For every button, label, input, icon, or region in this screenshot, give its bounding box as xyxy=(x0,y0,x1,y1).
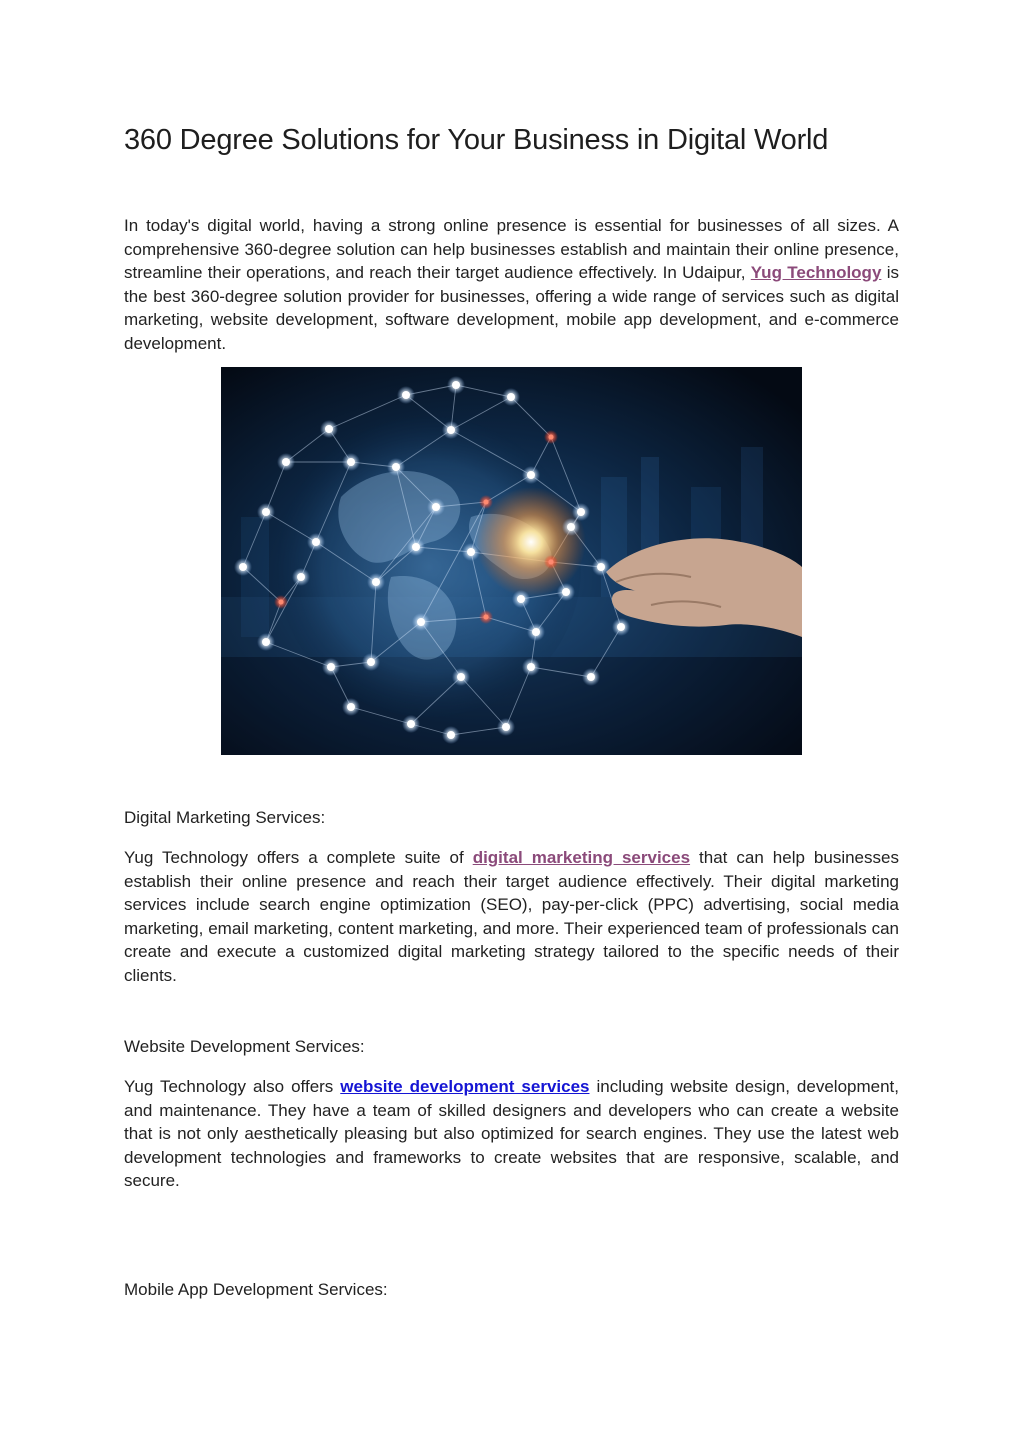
network-node xyxy=(402,391,410,399)
website-development-paragraph xyxy=(124,1075,899,1193)
network-node xyxy=(517,595,525,603)
wd-text-before: Yug Technology also offers xyxy=(124,1077,341,1096)
network-node xyxy=(417,618,425,626)
intro-text-after: is the best 360-degree solution provider for businesses, offering a wide range of services such as digital marketing, website development, software development, mobile app development, and e-commerce development. xyxy=(124,263,900,353)
network-node xyxy=(347,703,355,711)
network-node xyxy=(325,425,333,433)
network-node xyxy=(549,435,554,440)
network-node xyxy=(279,600,284,605)
network-node xyxy=(587,673,595,681)
network-node xyxy=(312,538,320,546)
network-node xyxy=(484,500,489,505)
network-node xyxy=(327,663,335,671)
network-node xyxy=(467,548,475,556)
network-node xyxy=(367,658,375,666)
network-node xyxy=(347,458,355,466)
network-node xyxy=(447,731,455,739)
network-node xyxy=(432,503,440,511)
network-node xyxy=(597,563,605,571)
network-node xyxy=(447,426,455,434)
network-node xyxy=(527,471,535,479)
network-node xyxy=(507,393,515,401)
yug-technology-link[interactable]: Yug Technology xyxy=(750,263,882,282)
intro-paragraph xyxy=(124,214,899,355)
globe-network-illustration xyxy=(221,367,802,755)
network-node xyxy=(412,543,420,551)
dm-text-before: Yug Technology offers a complete suite of xyxy=(124,848,473,867)
network-node xyxy=(577,508,585,516)
page-title: 360 Degree Solutions for Your Business in Digital World xyxy=(124,124,829,156)
intro-text-before: In today's digital world, having a strong online presence is essential for businesses of all sizes. A comprehensive 360-degree solution can help businesses establish and maintain their online presence, streamline their operations, and reach their target audience effectively. In Udaipur, xyxy=(124,216,899,282)
hero-image xyxy=(221,367,802,755)
network-node xyxy=(282,458,290,466)
digital-marketing-services-link[interactable]: digital marketing services xyxy=(472,848,691,867)
digital-marketing-heading: Digital Marketing Services: xyxy=(124,808,326,827)
network-node xyxy=(262,508,270,516)
website-development-heading: Website Development Services: xyxy=(124,1037,365,1056)
network-node xyxy=(372,578,380,586)
network-node xyxy=(392,463,400,471)
mobile-app-heading: Mobile App Development Services: xyxy=(124,1280,388,1299)
network-node xyxy=(457,673,465,681)
wd-text-after: including website design, development, and maintenance. They have a team of skilled designers and developers who can create a website that is not only aesthetically pleasing but also optimized for search engines. They use the latest web development technologies and frameworks to create websites that are responsive, scalable, and secure. xyxy=(124,1077,899,1190)
network-node xyxy=(532,628,540,636)
network-node xyxy=(262,638,270,646)
network-node xyxy=(617,623,625,631)
network-node xyxy=(527,663,535,671)
network-node xyxy=(502,723,510,731)
network-node xyxy=(484,615,489,620)
network-node xyxy=(297,573,305,581)
network-node xyxy=(567,523,575,531)
network-node xyxy=(407,720,415,728)
network-node xyxy=(562,588,570,596)
website-development-services-link[interactable]: website development services xyxy=(340,1077,590,1096)
network-node xyxy=(549,560,554,565)
network-node xyxy=(239,563,247,571)
dm-text-after: that can help businesses establish their online presence and reach their target audience effectively. Their digital marketing services include search engine optimization (SEO), pay-per-click (PPC) advertising, social media marketing, email marketing, content marketing, and more. Their experienced team of professionals can create and execute a customized digital marketing strategy tailored to the specific needs of their clients. xyxy=(124,848,899,985)
digital-marketing-paragraph xyxy=(124,846,899,987)
network-node xyxy=(452,381,460,389)
